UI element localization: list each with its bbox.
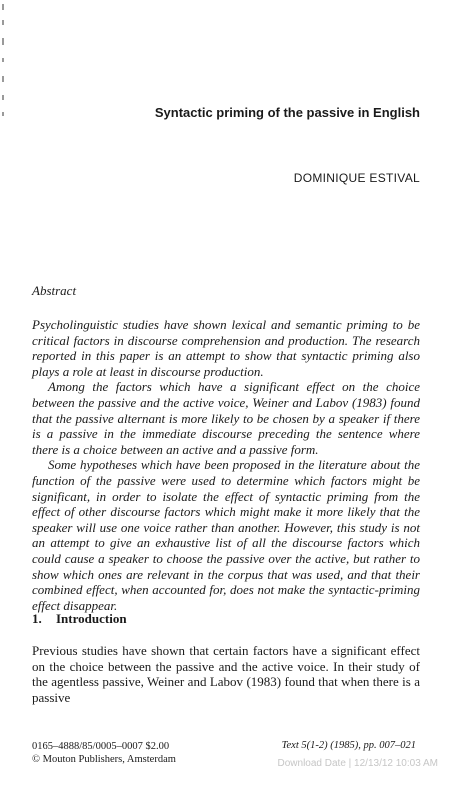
article-title: Syntactic priming of the passive in English xyxy=(154,105,420,120)
journal-citation: Text 5(1-2) (1985), pp. 007–021 xyxy=(281,740,416,751)
abstract-paragraph: Among the factors which have a significant effect on the choice between the passive and the active voice, Weiner and Labov (1983) found that the passive alternant is more likely to be chosen by a speaker if there is a passive in the immediate discourse preceding the sentence where there is a choice between an active and a passive form. xyxy=(32,379,420,457)
scan-margin-marks xyxy=(2,0,6,120)
abstract-paragraph: Psycholinguistic studies have shown lexical and semantic priming to be critical factors in discourse comprehension and production. The research reported in this paper is an attempt to show that syntactic priming also plays a role at least in discourse production. xyxy=(32,317,420,379)
abstract-body xyxy=(32,317,420,613)
abstract-paragraph: Some hypotheses which have been proposed in the literature about the function of the passive were used to determine which factors might be significant, in order to isolate the effect of syntactic priming from the effect of other discourse factors which might make it more likely that the speaker will use one voice rather than another. However, this study is not an attempt to give an exhaustive list of all the discourse factors which could cause a speaker to choose the passive over the active, but rather to show which ones are relevant in the corpus that was used, and that their combined effect, when accounted for, does not make the syntactic-priming effect disappear. xyxy=(32,457,420,613)
author-name: DOMINIQUE ESTIVAL xyxy=(293,171,420,185)
publisher-line: © Mouton Publishers, Amsterdam xyxy=(32,754,176,765)
section-heading xyxy=(32,611,127,627)
download-date-watermark: Download Date | 12/13/12 10:03 AM xyxy=(277,758,438,769)
issn-code: 0165–4888/85/0005–0007 $2.00 xyxy=(32,741,170,752)
section-number: 1. xyxy=(32,611,42,626)
section-title: Introduction xyxy=(56,611,127,626)
introduction-paragraph: Previous studies have shown that certain factors have a significant effect on the choice between the passive and the active voice. In their study of the agentless passive, Weiner and Labov (1983) found that when there is a passive xyxy=(32,643,420,705)
footer-publication-info xyxy=(32,740,176,766)
abstract-heading: Abstract xyxy=(32,283,77,298)
